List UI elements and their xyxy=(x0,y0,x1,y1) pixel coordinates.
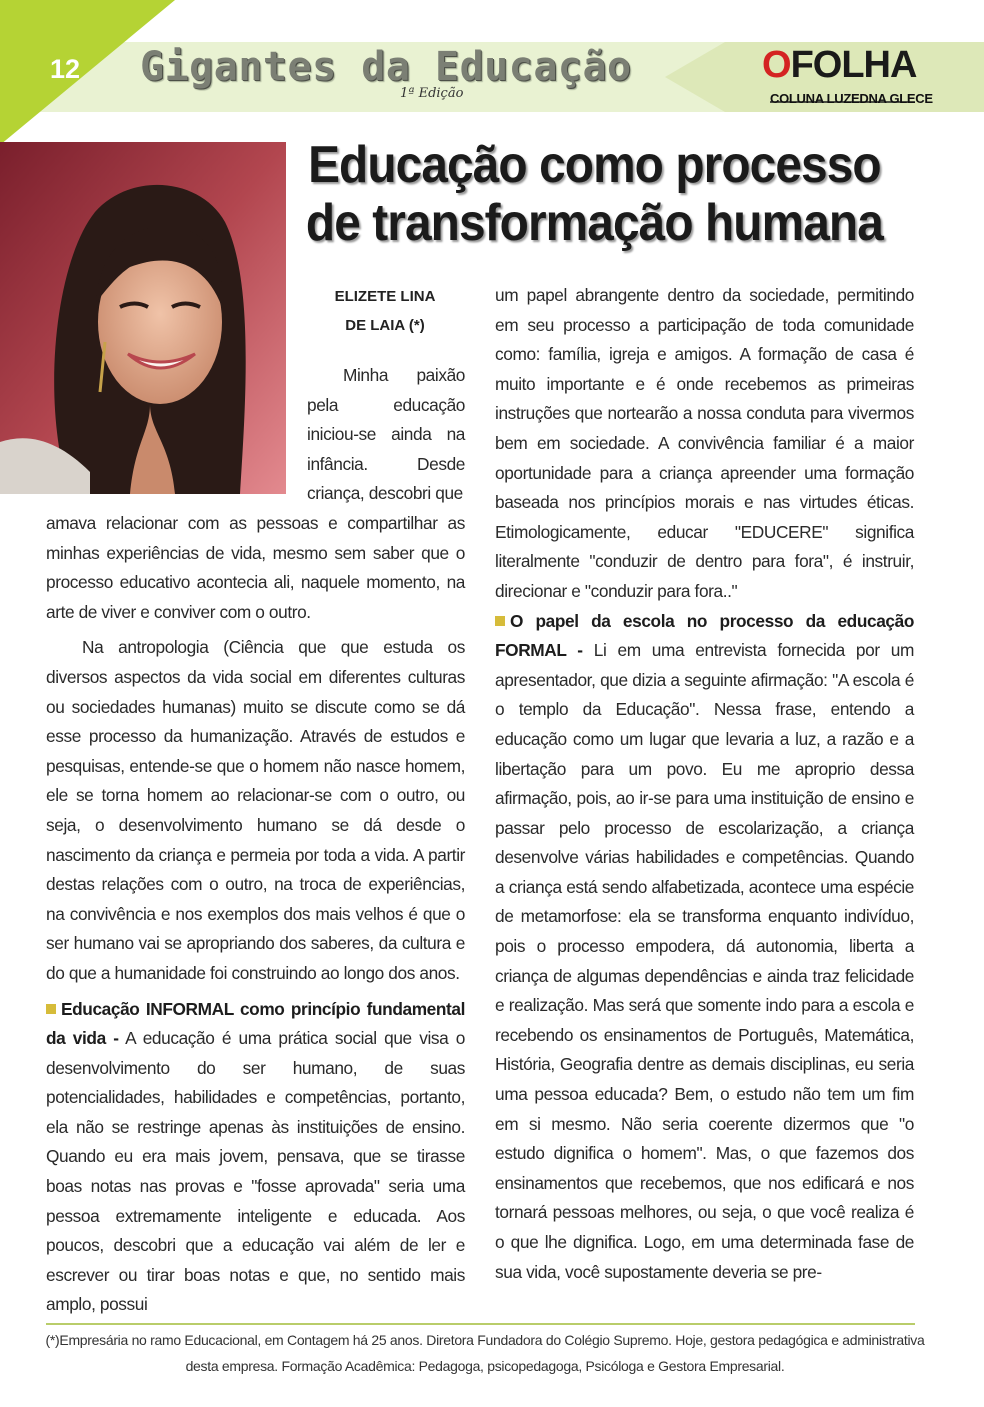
edition-label: 1ª Edição xyxy=(400,86,464,101)
headline-line-1: Educação como processo xyxy=(308,136,881,194)
author-name-line-1: ELIZETE LINA xyxy=(334,288,436,305)
logo-word: FOLHA xyxy=(790,44,917,86)
author-name-line-2: DE LAIA (*) xyxy=(345,317,425,334)
headline xyxy=(300,136,889,252)
footer-divider xyxy=(46,1323,915,1325)
paragraph-1-continued: amava relacionar com as pessoas e compartilhar as minhas experiências de vida, mesmo sem saber que o processo educativo acontecia ali, naquele momento, na arte de viver e conviver com o outro. xyxy=(46,513,465,622)
footnote-line-2: desta empresa. Formação Acadêmica: Pedagoga, psicopedagoga, Psicóloga e Gestora Empresarial. xyxy=(185,1358,785,1374)
column-name: COLUNA LUZEDNA GLECE xyxy=(770,91,933,106)
subsection-1-text: A educação é uma prática social que visa o desenvolvimento do ser humano, de suas potencialidades, habilidades e competências, portanto, ela não se restringe apenas às instituições de ensino. Quando eu era mais jovem, pensava, que se tirasse boas notas nas provas e "fosse aprovada" seria uma pessoa extremamente inteligente e educada. Aos poucos, descobri que a educação vai além de ler e escrever ou tirar boas notas e que, no sentido mais amplo, possui xyxy=(46,1028,465,1315)
byline xyxy=(330,282,440,340)
square-bullet-icon xyxy=(495,616,505,626)
intro-text: Minha paixão pela educação iniciou-se ainda na infância. Desde criança, descobri que xyxy=(307,365,465,504)
newspaper-logo xyxy=(762,44,916,87)
author-footnote xyxy=(40,1327,930,1379)
author-photo xyxy=(0,142,286,494)
square-bullet-icon xyxy=(46,1004,56,1014)
subsection-2 xyxy=(495,607,914,1288)
section-title: Gigantes da Educação xyxy=(140,44,632,90)
subsection-2-text: Li em uma entrevista fornecida por um apresentador, que dizia a seguinte afirmação: "A escola é o templo da Educação". Nessa frase, entendo a educação como um lugar que levaria a luz, a razão e a libertação para um povo. Eu me aproprio dessa afirmação, pois, ao ir-se para uma instituição de ensino e passar pelo processo de escolarização, a criança desenvolve várias habilidades e competências. Quando a criança está sendo alfabetizada, acontece uma espécie de metamorfose: ela se transforma enquanto indivíduo, pois o processo empodera, dá autonomia, liberta a criança de algumas dependências e ainda traz felicidade e realização. Mas será que somente indo para a escola e recebendo os ensinamentos de Português, Matemática, História, Geografia dentre as demais disciplinas, eu seria uma pessoa educada? Bem, o estudo não tem um fim em si mesmo. Não seria coerente dizermos que "o estudo dignifica o homem". Mas, o que fazemos dos ensinamentos que recebemos, que nos edificará e nos tornará pessoas melhores, ou seja, o que você realiza é o que lhe dignifica. Logo, em uma determinada fase de sua vida, você supostamente deveria se pre- xyxy=(495,640,914,1282)
page-number: 12 xyxy=(50,54,81,84)
right-column xyxy=(495,281,914,1287)
left-column xyxy=(46,509,465,1320)
subsection-1-title: Educação INFORMAL como princípio fundamental da vida - xyxy=(46,998,465,1049)
paragraph-2: Na antropologia (Ciência que que estuda os diversos aspectos da vida social em diferentes culturas ou sociedades humanas) muito se discute como se dá esse processo da humanização. Através de estudos e pesquisas, entende-se que o homem não nasce homem, ele se torna homem ao relacionar-se com o outro, ou seja, o desenvolvimento humano se dá desde o nascimento da criança e permeia por toda a vida. A partir destas relações com o outro, na troca de experiências, na convivência e nos exemplos dos mais velhos é que o ser humano vai se apropriando dos saberes, da cultura e do que a humanidade foi construindo ao longo dos anos. xyxy=(46,637,465,983)
subsection-1 xyxy=(46,995,465,1321)
intro-paragraph xyxy=(307,361,465,509)
right-paragraph-1: um papel abrangente dentro da sociedade, permitindo em seu processo a participação de toda comunidade como: família, igreja e amigos. A formação de casa é muito importante e é onde recebemos as primeiras instruções que nortearão a nossa conduta para vivermos bem em sociedade. A convivência familiar é a maior oportunidade para a criança apreender uma formação baseada nos princípios morais e nas virtudes éticas. Etimologicamente, educar "EDUCERE" significa literalmente "conduzir de dentro para fora", é instruir, direcionar e "conduzir para fora.." xyxy=(495,285,914,601)
headline-line-2: de transformação humana xyxy=(305,194,883,252)
footnote-line-1: (*)Empresária no ramo Educacional, em Contagem há 25 anos. Diretora Fundadora do Colégio Supremo. Hoje, gestora pedagógica e administrativa xyxy=(45,1332,925,1348)
subsection-2-title: O papel da escola no processo da educação FORMAL - xyxy=(495,610,914,661)
logo-o: O xyxy=(762,44,791,86)
